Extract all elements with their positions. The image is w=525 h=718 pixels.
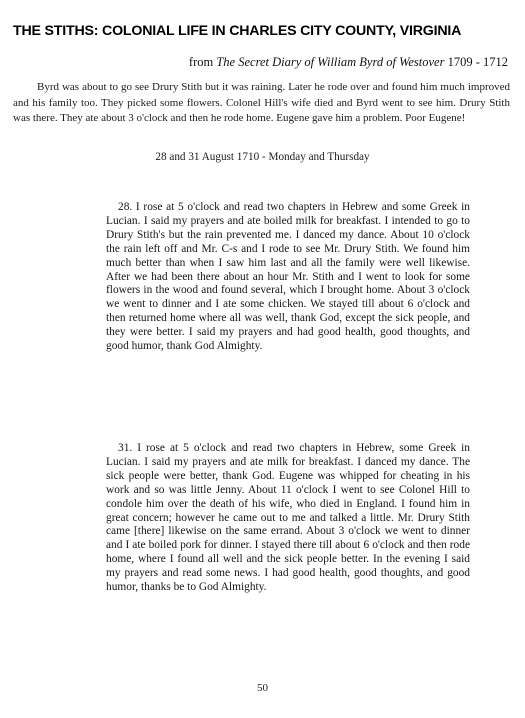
page-number: 50 [257,682,268,694]
intro-paragraph: Byrd was about to go see Drury Stith but it was raining. Later he rode over and found him much improved and his family too. They picked some flowers. Colonel Hill's wife died and Byrd went to see him. Drury Stith was there. They ate about 3 o'clock and then he rode home. Eugene gave him a problem. Poor Eugene! [13,81,510,124]
source-prefix: from [188,55,217,69]
source-years: 1709 - 1712 [444,55,508,69]
diary-entry-28: 28. I rose at 5 o'clock and read two chapters in Hebrew and some Greek in Lucian. I said my prayers and ate boiled milk for breakfast. I intended to go to Drury Stith's but the rain prevented me. I danced my dance. About 10 o'clock the rain left off and Mr. C-s and I rode to see Mr. Drury Stith. We found him much better than when I saw him last and all the family were well likewise. After we had been there about an hour Mr. Stith and I went to look for some flowers in the wood and found several, which I brought home. About 3 o'clock we went to dinner and I ate some chicken. We stayed till about 6 o'clock and then returned home where all was well, thank God, except the sick people, and they were better. I said my prayers and had good health, good thoughts, and good humor, thank God Almighty. [106,201,470,353]
source-citation [189,55,508,70]
source-work-title: The Secret Diary of William Byrd of Westover [216,55,445,69]
entry-dateline: 28 and 31 August 1710 - Monday and Thursday [155,151,370,163]
diary-entry-31: 31. I rose at 5 o'clock and read two chapters in Hebrew, some Greek in Lucian. I said my prayers and ate milk for breakfast. I danced my dance. The sick people were better, thank God. Eugene was whipped for cheating in his work and so was little Jenny. About 11 o'clock I went to see Colonel Hill to condole him over the death of his wife, who died in England. I found him in great concern; however he came out to me and talked a little. Mr. Drury Stith came [there] likewise on the same errand. About 3 o'clock we went to dinner and I ate boiled pork for dinner. I stayed there till about 6 o'clock and then rode home, where I found all well and the sick people better. In the evening I said my prayers and read some news. I had good health, good thoughts, and good humor, thanks be to God Almighty. [106,442,470,594]
page-title: THE STITHS: COLONIAL LIFE IN CHARLES CITY COUNTY, VIRGINIA [13,23,462,39]
